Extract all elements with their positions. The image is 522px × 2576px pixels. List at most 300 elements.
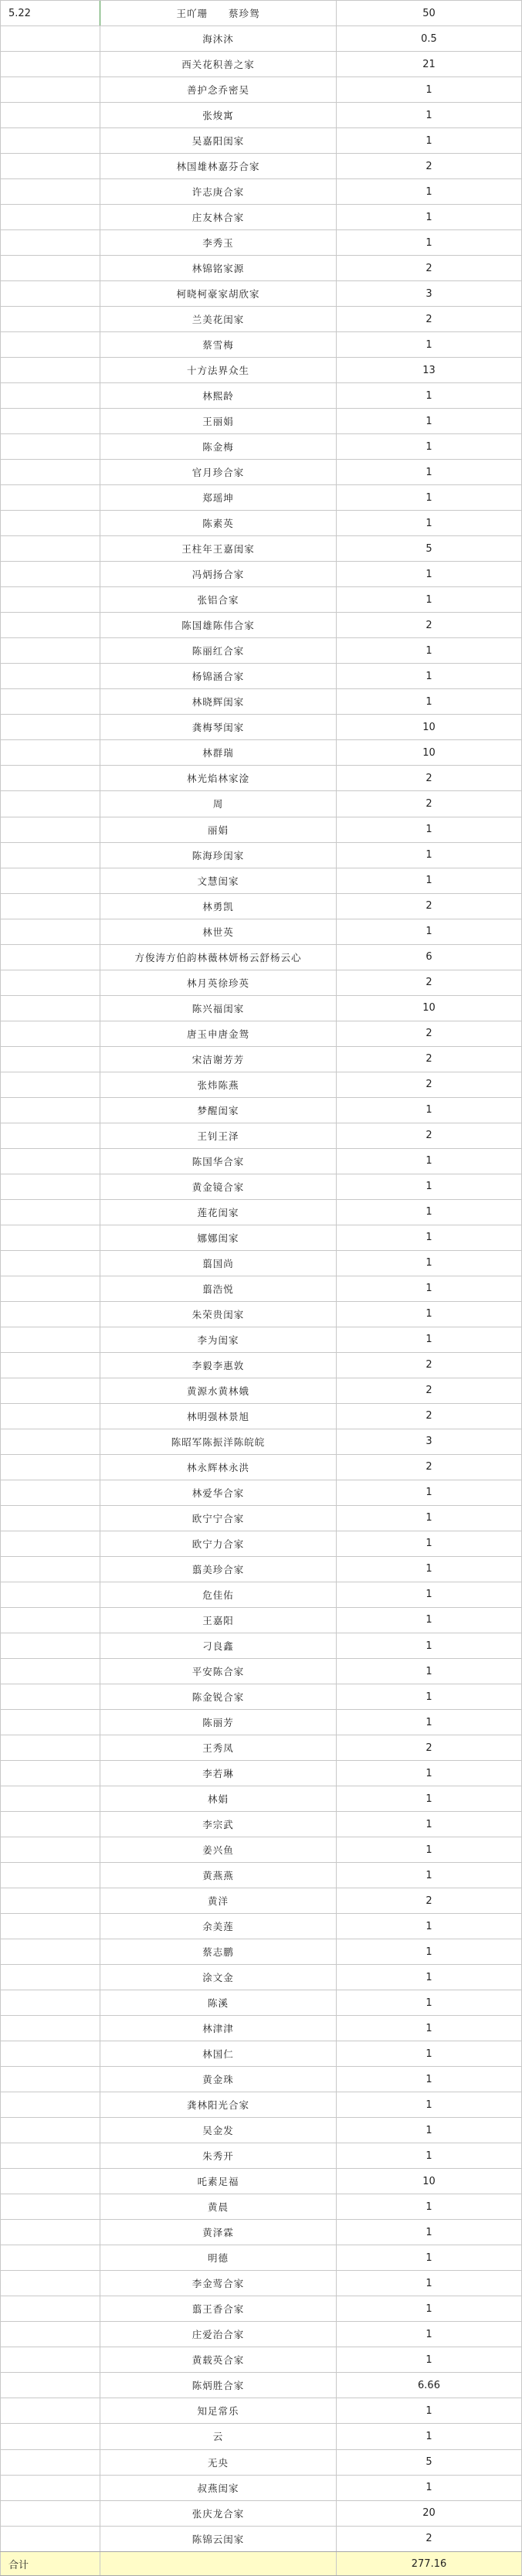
- date-cell: [0, 2398, 100, 2423]
- donor-name-cell: 陈丽芳: [100, 1710, 337, 1735]
- amount-cell: 1: [337, 2118, 522, 2143]
- table-row: [0, 205, 522, 230]
- table-row: [0, 1710, 522, 1735]
- donor-name-cell: 林娟: [100, 1786, 337, 1811]
- date-cell: [0, 485, 100, 510]
- donor-name-cell: 王吖珊 蔡珍鸳: [100, 1, 337, 25]
- date-cell: [0, 2373, 100, 2398]
- donor-name-cell: 唐玉申唐金鸳: [100, 1021, 337, 1046]
- amount-cell: 1: [337, 562, 522, 586]
- table-row: [0, 434, 522, 460]
- table-row: [0, 1633, 522, 1659]
- table-row: [0, 970, 522, 996]
- date-cell: [0, 1684, 100, 1709]
- date-cell: [0, 2424, 100, 2449]
- total-name-cell: [100, 2552, 337, 2575]
- table-row: [0, 2347, 522, 2373]
- amount-cell: 1: [337, 485, 522, 510]
- amount-cell: 1: [337, 2296, 522, 2321]
- date-cell: [0, 1914, 100, 1939]
- date-cell: [0, 2143, 100, 2168]
- donor-name-cell: 吴嘉阳闺家: [100, 128, 337, 153]
- date-cell: [0, 511, 100, 535]
- date-cell: [0, 230, 100, 255]
- table-row: [0, 332, 522, 358]
- date-cell: [0, 1353, 100, 1378]
- table-row: [0, 894, 522, 919]
- amount-cell: 1: [337, 868, 522, 893]
- table-row: [0, 383, 522, 409]
- amount-cell: 20: [337, 2501, 522, 2526]
- amount-cell: 2: [337, 1378, 522, 1403]
- donor-name-cell: 黄源水黄林娥: [100, 1378, 337, 1403]
- table-row: [0, 945, 522, 970]
- amount-cell: 10: [337, 740, 522, 765]
- table-row: [0, 1302, 522, 1327]
- table-row: [0, 154, 522, 179]
- date-cell: [0, 817, 100, 842]
- donor-name-cell: 蔡志鹏: [100, 1939, 337, 1964]
- amount-cell: 3: [337, 281, 522, 306]
- table-row: [0, 1225, 522, 1251]
- date-cell: [0, 1863, 100, 1888]
- date-cell: [0, 1659, 100, 1684]
- date-cell: [0, 894, 100, 919]
- donor-name-cell: 西关花积善之家: [100, 52, 337, 76]
- amount-cell: 1: [337, 1837, 522, 1862]
- table-row: [0, 1174, 522, 1200]
- table-row: [0, 638, 522, 664]
- donor-name-cell: 朱荣贵闺家: [100, 1302, 337, 1327]
- donor-name-cell: 余美莲: [100, 1914, 337, 1939]
- donor-name-cell: 张庆龙合家: [100, 2501, 337, 2526]
- donor-name-cell: 林熙龄: [100, 383, 337, 408]
- amount-cell: 1: [337, 2245, 522, 2270]
- amount-cell: 1: [337, 817, 522, 842]
- date-cell: [0, 2347, 100, 2372]
- table-row: [0, 2245, 522, 2271]
- amount-cell: 1: [337, 1557, 522, 1582]
- table-row: [0, 1837, 522, 1863]
- table-row: [0, 766, 522, 791]
- table-row: [0, 1200, 522, 1225]
- date-cell: [0, 791, 100, 816]
- donor-name-cell: 吒素足福: [100, 2169, 337, 2194]
- table-row: [0, 1990, 522, 2016]
- amount-cell: 1: [337, 664, 522, 688]
- table-row: [0, 2169, 522, 2194]
- amount-cell: 1: [337, 1659, 522, 1684]
- donor-name-cell: 林津津: [100, 2016, 337, 2041]
- donor-name-cell: 许志庚合家: [100, 179, 337, 204]
- donor-name-cell: 娜娜闺家: [100, 1225, 337, 1250]
- table-row: [0, 1327, 522, 1353]
- table-row: [0, 2118, 522, 2143]
- date-cell: [0, 1710, 100, 1735]
- amount-cell: 2: [337, 970, 522, 995]
- donor-name-cell: 叔燕闺家: [100, 2476, 337, 2500]
- date-cell: 5.22: [0, 1, 100, 25]
- date-cell: [0, 52, 100, 76]
- donor-name-cell: 无央: [100, 2450, 337, 2475]
- date-cell: [0, 1429, 100, 1454]
- table-row: [0, 1812, 522, 1837]
- date-cell: [0, 2501, 100, 2526]
- donor-name-cell: 陈国华合家: [100, 1149, 337, 1174]
- table-row: [0, 52, 522, 77]
- amount-cell: 1: [337, 2194, 522, 2219]
- donor-name-cell: 善护念乔密吴: [100, 77, 337, 102]
- amount-cell: 1: [337, 1608, 522, 1633]
- donor-name-cell: 陈锦云闺家: [100, 2527, 337, 2551]
- amount-cell: 1: [337, 1710, 522, 1735]
- donor-name-cell: 陈昭军陈振洋陈皖皖: [100, 1429, 337, 1454]
- table-row: [0, 2220, 522, 2245]
- date-cell: [0, 1072, 100, 1097]
- amount-cell: 1: [337, 2322, 522, 2347]
- amount-cell: 1: [337, 332, 522, 357]
- date-cell: [0, 2245, 100, 2270]
- date-cell: [0, 945, 100, 970]
- amount-cell: 1: [337, 230, 522, 255]
- table-row: [0, 307, 522, 332]
- donor-name-cell: 林群瑞: [100, 740, 337, 765]
- donor-name-cell: 莲花闺家: [100, 1200, 337, 1225]
- donor-name-cell: 庄爱治合家: [100, 2322, 337, 2347]
- donor-name-cell: 王秀凤: [100, 1735, 337, 1760]
- donor-name-cell: 龚林阳光合家: [100, 2092, 337, 2117]
- date-cell: [0, 1123, 100, 1148]
- date-cell: [0, 664, 100, 688]
- table-row: [0, 1098, 522, 1123]
- table-row: [0, 2373, 522, 2398]
- amount-cell: 1: [337, 205, 522, 229]
- table-row: [0, 587, 522, 613]
- table-row: [0, 2450, 522, 2476]
- amount-cell: 2: [337, 307, 522, 331]
- date-cell: [0, 2450, 100, 2475]
- amount-cell: 1: [337, 1812, 522, 1837]
- donor-name-cell: 黄金镜合家: [100, 1174, 337, 1199]
- amount-cell: 2: [337, 766, 522, 790]
- donor-name-cell: 张焌寓: [100, 103, 337, 127]
- table-row: [0, 1506, 522, 1531]
- date-cell: [0, 256, 100, 280]
- table-row: [0, 1072, 522, 1098]
- donor-name-cell: 林国雄林嘉芬合家: [100, 154, 337, 178]
- date-cell: [0, 587, 100, 612]
- amount-cell: 5: [337, 2450, 522, 2475]
- date-cell: [0, 154, 100, 178]
- date-cell: [0, 1557, 100, 1582]
- donor-name-cell: 王嘉阳: [100, 1608, 337, 1633]
- donor-name-cell: 林明强林景旭: [100, 1404, 337, 1429]
- date-cell: [0, 332, 100, 357]
- date-cell: [0, 1327, 100, 1352]
- donor-name-cell: 龚梅琴闺家: [100, 715, 337, 739]
- date-cell: [0, 1735, 100, 1760]
- date-cell: [0, 1302, 100, 1327]
- date-cell: [0, 2271, 100, 2296]
- amount-cell: 1: [337, 1225, 522, 1250]
- table-row: [0, 2041, 522, 2067]
- donor-name-cell: 李毅李惠敦: [100, 1353, 337, 1378]
- table-row: [0, 536, 522, 562]
- date-cell: [0, 1939, 100, 1964]
- date-cell: [0, 2220, 100, 2245]
- date-cell: [0, 409, 100, 433]
- amount-cell: 1: [337, 409, 522, 433]
- amount-cell: 1: [337, 1582, 522, 1607]
- date-cell: [0, 1225, 100, 1250]
- table-row: [0, 2092, 522, 2118]
- table-row: [0, 664, 522, 689]
- table-row: [0, 128, 522, 154]
- date-cell: [0, 536, 100, 561]
- donor-name-cell: 翦浩悦: [100, 1276, 337, 1301]
- donor-name-cell: 杨锦涵合家: [100, 664, 337, 688]
- table-row: [0, 179, 522, 205]
- donor-name-cell: 王丽娟: [100, 409, 337, 433]
- donor-name-cell: 陈金梅: [100, 434, 337, 459]
- table-row: [0, 1531, 522, 1557]
- amount-cell: 6.66: [337, 2373, 522, 2398]
- amount-cell: 2: [337, 256, 522, 280]
- amount-cell: 1: [337, 2143, 522, 2168]
- donor-name-cell: 张铝合家: [100, 587, 337, 612]
- table-row: [0, 460, 522, 485]
- date-cell: [0, 996, 100, 1021]
- table-row: [0, 2424, 522, 2449]
- amount-cell: 1: [337, 511, 522, 535]
- table-row: [0, 1429, 522, 1455]
- table-row: [0, 919, 522, 945]
- donor-name-cell: 黄载英合家: [100, 2347, 337, 2372]
- date-cell: [0, 2527, 100, 2551]
- donor-name-cell: 林爱华合家: [100, 1480, 337, 1505]
- amount-cell: 1: [337, 128, 522, 153]
- amount-cell: 2: [337, 1072, 522, 1097]
- donor-name-cell: 李若琳: [100, 1761, 337, 1786]
- table-row: [0, 791, 522, 817]
- donor-name-cell: 文慧闺家: [100, 868, 337, 893]
- amount-cell: 1: [337, 1965, 522, 1990]
- amount-cell: 3: [337, 1429, 522, 1454]
- table-row: [0, 485, 522, 511]
- date-cell: [0, 2322, 100, 2347]
- amount-cell: 1: [337, 1276, 522, 1301]
- date-cell: [0, 740, 100, 765]
- amount-cell: 2: [337, 2527, 522, 2551]
- amount-cell: 1: [337, 383, 522, 408]
- table-row: [0, 1557, 522, 1582]
- date-cell: [0, 562, 100, 586]
- date-cell: [0, 26, 100, 51]
- amount-cell: 1: [337, 2476, 522, 2500]
- date-cell: [0, 2169, 100, 2194]
- amount-cell: 2: [337, 1735, 522, 1760]
- table-row: [0, 689, 522, 715]
- amount-cell: 2: [337, 894, 522, 919]
- donor-name-cell: 官月珍合家: [100, 460, 337, 484]
- table-body: [0, 1, 522, 2551]
- date-cell: [0, 205, 100, 229]
- amount-cell: 10: [337, 996, 522, 1021]
- date-cell: [0, 1633, 100, 1658]
- date-cell: [0, 2194, 100, 2219]
- donor-name-cell: 张炜陈燕: [100, 1072, 337, 1097]
- table-row: [0, 1735, 522, 1761]
- amount-cell: 2: [337, 1021, 522, 1046]
- date-cell: [0, 1047, 100, 1072]
- amount-cell: 2: [337, 791, 522, 816]
- table-row: [0, 1888, 522, 1914]
- donor-name-cell: 吴金发: [100, 2118, 337, 2143]
- amount-cell: 1: [337, 1531, 522, 1556]
- amount-cell: 1: [337, 1990, 522, 2015]
- table-row: [0, 1, 522, 26]
- donor-name-cell: 翦美珍合家: [100, 1557, 337, 1582]
- donor-name-cell: 黄晨: [100, 2194, 337, 2219]
- donor-name-cell: 周: [100, 791, 337, 816]
- amount-cell: 1: [337, 1327, 522, 1352]
- donor-name-cell: 欧宁力合家: [100, 1531, 337, 1556]
- donor-name-cell: 姜兴鱼: [100, 1837, 337, 1862]
- amount-cell: 1: [337, 2016, 522, 2041]
- table-row: [0, 1786, 522, 1812]
- table-row: [0, 511, 522, 536]
- date-cell: [0, 715, 100, 739]
- table-row: [0, 2322, 522, 2347]
- donor-name-cell: 黄燕燕: [100, 1863, 337, 1888]
- amount-cell: 1: [337, 1174, 522, 1199]
- table-row: [0, 1353, 522, 1378]
- date-cell: [0, 766, 100, 790]
- amount-cell: 50: [337, 1, 522, 25]
- table-row: [0, 1684, 522, 1710]
- amount-cell: 1: [337, 434, 522, 459]
- date-cell: [0, 2016, 100, 2041]
- table-row: [0, 358, 522, 383]
- donor-name-cell: 林月英徐珍英: [100, 970, 337, 995]
- donor-name-cell: 翦国尚: [100, 1251, 337, 1276]
- date-cell: [0, 1404, 100, 1429]
- amount-cell: 1: [337, 1684, 522, 1709]
- date-cell: [0, 1786, 100, 1811]
- donor-name-cell: 云: [100, 2424, 337, 2449]
- date-cell: [0, 1200, 100, 1225]
- table-row: [0, 26, 522, 52]
- amount-cell: 1: [337, 2041, 522, 2066]
- date-cell: [0, 1761, 100, 1786]
- donor-name-cell: 李为闺家: [100, 1327, 337, 1352]
- amount-cell: 1: [337, 77, 522, 102]
- amount-cell: 1: [337, 103, 522, 127]
- donor-name-cell: 刁良鑫: [100, 1633, 337, 1658]
- amount-cell: 2: [337, 613, 522, 637]
- donor-name-cell: 黄洋: [100, 1888, 337, 1913]
- table-row: [0, 1455, 522, 1480]
- donor-name-cell: 林晓辉闺家: [100, 689, 337, 714]
- date-cell: [0, 868, 100, 893]
- table-row: [0, 1863, 522, 1888]
- table-row: [0, 1965, 522, 1990]
- donor-name-cell: 王柱年王嘉闺家: [100, 536, 337, 561]
- donor-name-cell: 陈金锐合家: [100, 1684, 337, 1709]
- donor-name-cell: 危佳佑: [100, 1582, 337, 1607]
- amount-cell: 1: [337, 179, 522, 204]
- amount-cell: 13: [337, 358, 522, 382]
- table-row: [0, 1404, 522, 1429]
- date-cell: [0, 1990, 100, 2015]
- date-cell: [0, 843, 100, 868]
- donor-name-cell: 林锦铭家源: [100, 256, 337, 280]
- amount-cell: 1: [337, 919, 522, 944]
- date-cell: [0, 1251, 100, 1276]
- amount-cell: 1: [337, 1786, 522, 1811]
- date-cell: [0, 1021, 100, 1046]
- date-cell: [0, 638, 100, 663]
- donor-name-cell: 丽娟: [100, 817, 337, 842]
- amount-cell: 1: [337, 1914, 522, 1939]
- date-cell: [0, 307, 100, 331]
- donor-name-cell: 陈素英: [100, 511, 337, 535]
- date-cell: [0, 383, 100, 408]
- donor-name-cell: 陈丽红合家: [100, 638, 337, 663]
- date-cell: [0, 2041, 100, 2066]
- date-cell: [0, 1965, 100, 1990]
- amount-cell: 10: [337, 715, 522, 739]
- date-cell: [0, 1506, 100, 1531]
- amount-cell: 2: [337, 1455, 522, 1480]
- donor-name-cell: 方俊涛方伯韵林薇林妍杨云舒杨云心: [100, 945, 337, 970]
- date-cell: [0, 970, 100, 995]
- donor-name-cell: 林永辉林永洪: [100, 1455, 337, 1480]
- donor-name-cell: 李秀玉: [100, 230, 337, 255]
- date-cell: [0, 128, 100, 153]
- amount-cell: 0.5: [337, 26, 522, 51]
- donor-name-cell: 陈溪: [100, 1990, 337, 2015]
- amount-cell: 2: [337, 1353, 522, 1378]
- donor-name-cell: 宋洁谢芳芳: [100, 1047, 337, 1072]
- date-cell: [0, 1480, 100, 1505]
- amount-cell: 1: [337, 2220, 522, 2245]
- amount-cell: 2: [337, 1888, 522, 1913]
- amount-cell: 1: [337, 689, 522, 714]
- table-row: [0, 409, 522, 434]
- date-cell: [0, 1276, 100, 1301]
- amount-cell: 1: [337, 2092, 522, 2117]
- amount-cell: 2: [337, 154, 522, 178]
- amount-cell: 1: [337, 638, 522, 663]
- donor-name-cell: 李宗武: [100, 1812, 337, 1837]
- table-row: [0, 1378, 522, 1404]
- donor-name-cell: 林国仁: [100, 2041, 337, 2066]
- table-row: [0, 996, 522, 1021]
- donor-name-cell: 黄金珠: [100, 2067, 337, 2092]
- amount-cell: 6: [337, 945, 522, 970]
- donor-name-cell: 李金莺合家: [100, 2271, 337, 2296]
- donor-name-cell: 陈国雄陈伟合家: [100, 613, 337, 637]
- donor-name-cell: 陈海珍闺家: [100, 843, 337, 868]
- donor-name-cell: 郑瑶坤: [100, 485, 337, 510]
- donor-name-cell: 陈兴福闺家: [100, 996, 337, 1021]
- donor-name-cell: 知足常乐: [100, 2398, 337, 2423]
- table-row: [0, 613, 522, 638]
- table-row: [0, 1761, 522, 1786]
- amount-cell: 1: [337, 1761, 522, 1786]
- table-row: [0, 1939, 522, 1965]
